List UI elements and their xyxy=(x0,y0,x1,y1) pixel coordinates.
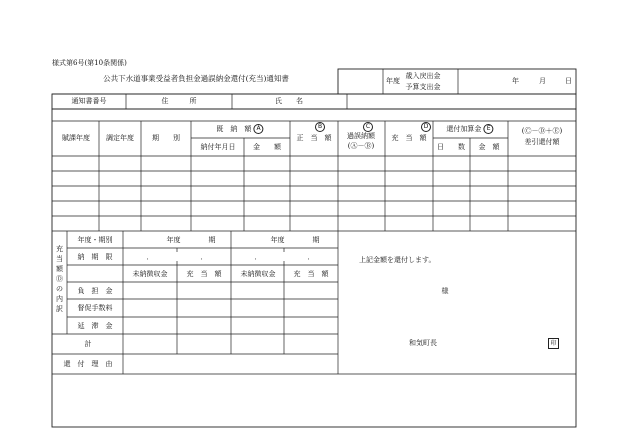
col-period: 期 別 xyxy=(152,134,180,142)
col-interest: 還付加算金 E xyxy=(446,124,493,134)
due-dot-3: ． xyxy=(254,253,262,261)
honorific: 様 xyxy=(441,287,449,295)
col-overpaid: 過誤納額 xyxy=(347,132,375,140)
col-assessed-year: 調定年度 xyxy=(106,134,134,142)
year-period-label: 年度・期別 xyxy=(77,236,113,244)
due-dot-2: ． xyxy=(200,253,208,261)
burden-label: 負 担 金 xyxy=(77,287,113,295)
mark-b-icon: B xyxy=(315,122,325,132)
col-applied: 充 当 額 xyxy=(391,134,427,142)
date-month: 月 xyxy=(539,77,546,85)
date-day: 日 xyxy=(565,77,572,85)
total-label: 計 xyxy=(84,340,92,348)
date-year: 年 xyxy=(512,77,519,85)
seal-icon: 印 xyxy=(548,338,559,349)
due-date-label: 納 期 限 xyxy=(77,253,113,261)
col-paid-date: 納付年月日 xyxy=(200,143,236,151)
refund-reason-label: 還 付 理 由 xyxy=(63,360,113,368)
col-paid-amount: 既 納 額 A xyxy=(216,124,263,134)
col-interest-amount: 金 額 xyxy=(478,143,500,151)
breakdown-side-label: 充当額Ⓓの内訳 xyxy=(56,245,63,313)
address-label: 住 所 xyxy=(161,97,197,105)
year-header-2: 年度 期 xyxy=(270,236,320,244)
due-dot-4: ． xyxy=(307,253,315,261)
notice-number-label: 通知書番号 xyxy=(71,97,107,105)
col-amount: 金 額 xyxy=(253,143,281,151)
mark-c-icon: C xyxy=(363,122,373,132)
name-label: 氏 名 xyxy=(275,97,303,105)
col-days: 日 数 xyxy=(437,143,465,151)
account-line-2: 予算支出金 xyxy=(405,83,441,91)
mark-a-icon: A xyxy=(254,124,264,134)
unpaid-header-1: 未納徴収金 xyxy=(132,270,168,278)
col-refund-formula: (Ⓒ－Ⓓ＋Ⓔ) xyxy=(521,127,563,135)
col-fiscal-year: 賦課年度 xyxy=(62,134,90,142)
year-header-1: 年度 期 xyxy=(166,236,216,244)
mayor-title: 和気町長 xyxy=(409,339,437,347)
col-refund: 差引還付額 xyxy=(524,138,560,146)
mark-d-icon: D xyxy=(421,122,431,132)
mark-e-icon: E xyxy=(484,124,494,134)
fiscal-year-label: 年度 xyxy=(386,77,400,85)
col-overpaid-formula: (Ⓐ－Ⓑ) xyxy=(347,142,375,150)
unpaid-header-2: 未納徴収金 xyxy=(240,270,276,278)
due-dot-1: ． xyxy=(146,253,154,261)
reminder-fee-label: 督促手数料 xyxy=(77,304,113,312)
form-title: 公共下水道事業受益者負担金過誤納金還付(充当)通知書 xyxy=(103,74,289,83)
account-line-1: 歳入戻出金 xyxy=(405,72,441,80)
refund-message: 上記金額を還付します。 xyxy=(359,256,436,264)
late-fee-label: 延 滞 金 xyxy=(77,322,113,330)
applied-header-2: 充 当 額 xyxy=(293,270,329,278)
applied-header-1: 充 当 額 xyxy=(186,270,222,278)
col-correct-amount: 正 当 額 xyxy=(296,134,332,142)
form-number: 様式第6号(第10条関係) xyxy=(52,59,127,67)
